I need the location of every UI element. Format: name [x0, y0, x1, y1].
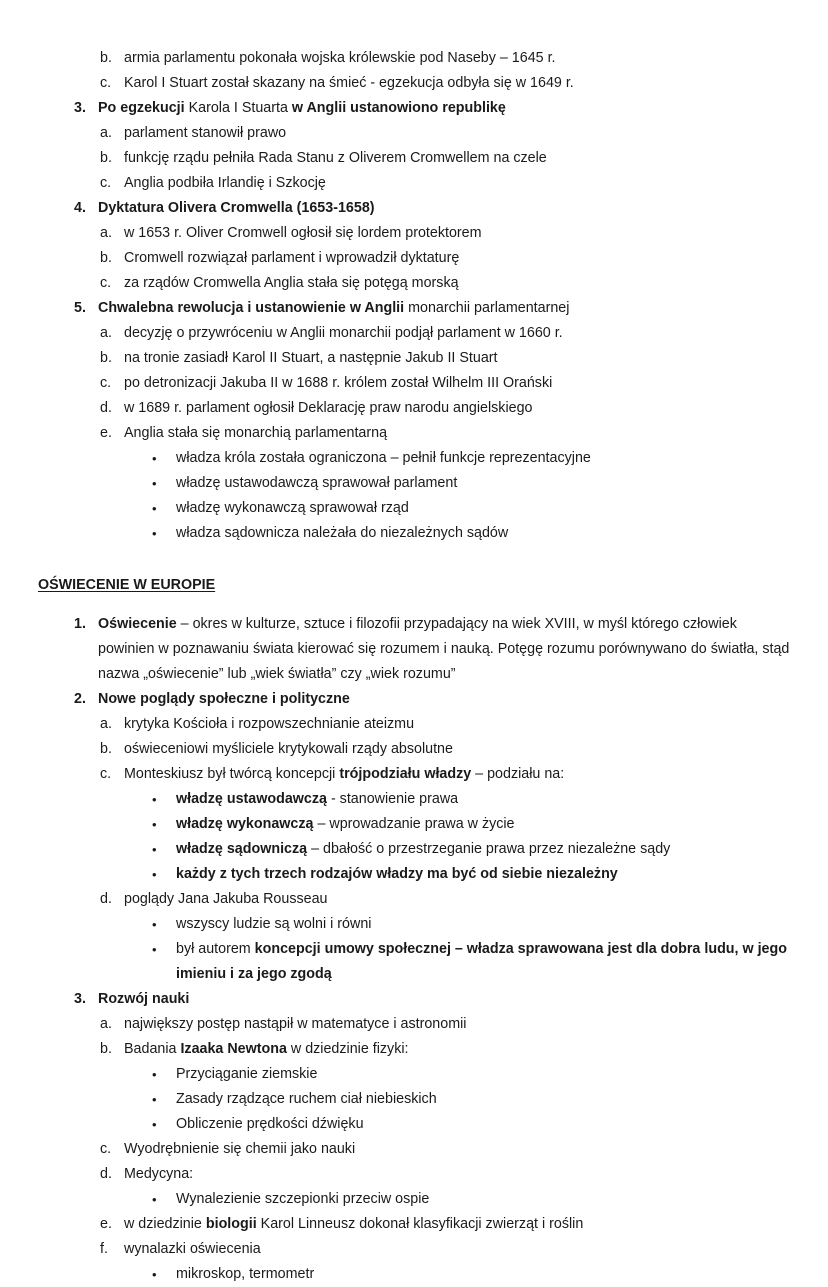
list-marker: b. — [100, 250, 112, 266]
list-item — [152, 787, 790, 812]
list-item — [152, 937, 790, 987]
list-item-text: władzę wykonawczą sprawował rząd — [176, 500, 409, 516]
list-marker: 3. — [74, 991, 86, 1007]
bullet-icon: • — [152, 867, 157, 882]
list-item — [100, 737, 790, 762]
list-item — [100, 346, 790, 371]
list-item-text: Karol I Stuart został skazany na śmieć - egzekucja odbyła się w 1649 r. — [124, 75, 574, 91]
section-heading-text: OŚWIECENIE W EUROPIE — [38, 577, 216, 593]
list-item — [100, 146, 790, 171]
list-marker: 3. — [74, 100, 86, 116]
list-item — [152, 837, 790, 862]
list-marker: d. — [100, 891, 112, 907]
list-item — [100, 1162, 790, 1187]
document-body — [38, 46, 790, 1287]
list-item — [100, 762, 790, 787]
list-item — [100, 1012, 790, 1037]
list-item-text: największy postęp nastąpił w matematyce i astronomii — [124, 1016, 467, 1032]
list-item — [100, 271, 790, 296]
list-item — [152, 521, 790, 546]
bullet-icon: • — [152, 476, 157, 491]
list-item — [74, 96, 790, 121]
list-item-text: Rozwój nauki — [98, 991, 190, 1007]
list-item-text: Przyciąganie ziemskie — [176, 1066, 318, 1082]
list-item — [74, 196, 790, 221]
list-item-text: Wyodrębnienie się chemii jako nauki — [124, 1141, 356, 1157]
list-marker: c. — [100, 1141, 112, 1157]
list-item-text: armia parlamentu pokonała wojska królewskie pod Naseby – 1645 r. — [124, 50, 556, 66]
list-item-text: poglądy Jana Jakuba Rousseau — [124, 891, 328, 907]
bullet-icon: • — [152, 1067, 157, 1082]
list-item — [100, 1137, 790, 1162]
list-item — [100, 71, 790, 96]
list-marker: f. — [100, 1241, 108, 1257]
section-spacer — [38, 546, 790, 573]
list-item-text: Anglia stała się monarchią parlamentarną — [124, 425, 388, 441]
list-marker: b. — [100, 1041, 112, 1057]
list-marker: 5. — [74, 300, 86, 316]
list-item-text: Cromwell rozwiązał parlament i wprowadził dyktaturę — [124, 250, 460, 266]
list-item — [74, 687, 790, 712]
list-item-text: Zasady rządzące ruchem ciał niebieskich — [176, 1091, 437, 1107]
list-item-text: władzę sądowniczą – dbałość o przestrzeganie prawa przez niezależne sądy — [176, 841, 671, 857]
list-item-text: parlament stanowił prawo — [124, 125, 287, 141]
list-marker: b. — [100, 350, 112, 366]
outline-list-enlightenment — [38, 612, 790, 1287]
list-item-text: mikroskop, termometr — [176, 1266, 315, 1282]
list-marker: b. — [100, 50, 112, 66]
list-item — [100, 1212, 790, 1237]
list-item — [152, 1112, 790, 1137]
list-item-text: oświeceniowi myśliciele krytykowali rządy absolutne — [124, 741, 453, 757]
section-heading-oswiecenie — [38, 573, 790, 598]
list-marker: e. — [100, 1216, 112, 1232]
list-item — [152, 446, 790, 471]
list-item-text: Monteskiusz był twórcą koncepcji trójpodziału władzy – podziału na: — [124, 766, 565, 782]
heading-spacer — [38, 598, 790, 612]
list-item — [152, 496, 790, 521]
bullet-icon: • — [152, 842, 157, 857]
list-item-text: krytyka Kościoła i rozpowszechnianie ateizmu — [124, 716, 415, 732]
list-item-text: Dyktatura Olivera Cromwella (1653-1658) — [98, 200, 375, 216]
list-item — [100, 887, 790, 912]
list-item-text: funkcję rządu pełniła Rada Stanu z Oliverem Cromwellem na czele — [124, 150, 547, 166]
list-marker: b. — [100, 150, 112, 166]
list-marker: a. — [100, 125, 112, 141]
list-marker: c. — [100, 75, 112, 91]
list-item — [74, 612, 790, 687]
list-item-text: Anglia podbiła Irlandię i Szkocję — [124, 175, 326, 191]
bullet-icon: • — [152, 526, 157, 541]
bullet-icon: • — [152, 1267, 157, 1282]
bullet-icon: • — [152, 942, 157, 957]
bullet-icon: • — [152, 917, 157, 932]
list-item-text: był autorem koncepcji umowy społecznej – władza sprawowana jest dla dobra ludu, w jego imieniu i za jego zgodą — [176, 941, 787, 982]
list-item-text: władzę ustawodawczą sprawował parlament — [176, 475, 458, 491]
list-item — [152, 471, 790, 496]
list-item — [152, 812, 790, 837]
list-item — [100, 1237, 790, 1262]
list-item — [100, 712, 790, 737]
bullet-icon: • — [152, 1192, 157, 1207]
list-item — [100, 321, 790, 346]
list-marker: 2. — [74, 691, 86, 707]
list-item — [100, 171, 790, 196]
list-marker: a. — [100, 1016, 112, 1032]
list-item — [74, 296, 790, 321]
list-item — [74, 987, 790, 1012]
list-marker: a. — [100, 225, 112, 241]
list-item — [152, 862, 790, 887]
bullet-icon: • — [152, 501, 157, 516]
list-marker: b. — [100, 741, 112, 757]
list-item-text: po detronizacji Jakuba II w 1688 r. królem został Wilhelm III Orański — [124, 375, 553, 391]
list-item — [100, 46, 790, 71]
list-item-text: w dziedzinie biologii Karol Linneusz dokonał klasyfikacji zwierząt i roślin — [124, 1216, 584, 1232]
list-item-text: Nowe poglądy społeczne i polityczne — [98, 691, 350, 707]
list-item — [100, 246, 790, 271]
list-item-text: Medycyna: — [124, 1166, 194, 1182]
list-item-text: na tronie zasiadł Karol II Stuart, a następnie Jakub II Stuart — [124, 350, 498, 366]
list-marker: a. — [100, 325, 112, 341]
list-marker: c. — [100, 375, 112, 391]
list-item-text: Po egzekucji Karola I Stuarta w Anglii ustanowiono republikę — [98, 100, 506, 116]
list-item-text: Oświecenie – okres w kulturze, sztuce i filozofii przypadający na wiek XVIII, w myśl którego człowiek powinien w poznawaniu świata kierować się rozumem i nauką. Potęgę rozumu porównywano do światła, stąd nazwa „oświecenie” lub „wiek światła” czy „wiek rozumu” — [98, 616, 790, 682]
list-marker: c. — [100, 766, 112, 782]
list-item-text: decyzję o przywróceniu w Anglii monarchii podjął parlament w 1660 r. — [124, 325, 563, 341]
list-marker: e. — [100, 425, 112, 441]
list-item-text: Chwalebna rewolucja i ustanowienie w Anglii monarchii parlamentarnej — [98, 300, 570, 316]
list-item-text: w 1653 r. Oliver Cromwell ogłosił się lordem protektorem — [124, 225, 482, 241]
bullet-icon: • — [152, 1092, 157, 1107]
list-item — [152, 912, 790, 937]
list-item — [100, 371, 790, 396]
list-item-text: władzę ustawodawczą - stanowienie prawa — [176, 791, 459, 807]
list-item-text: Obliczenie prędkości dźwięku — [176, 1116, 364, 1132]
list-marker: 1. — [74, 616, 86, 632]
list-marker: 4. — [74, 200, 86, 216]
list-item-text: władza króla została ograniczona – pełnił funkcje reprezentacyjne — [176, 450, 591, 466]
list-marker: a. — [100, 716, 112, 732]
list-marker: c. — [100, 175, 112, 191]
list-item — [100, 396, 790, 421]
list-item-text: wszyscy ludzie są wolni i równi — [176, 916, 372, 932]
list-item-text: władza sądownicza należała do niezależnych sądów — [176, 525, 509, 541]
list-item-text: Badania Izaaka Newtona w dziedzinie fizyki: — [124, 1041, 409, 1057]
list-item — [152, 1187, 790, 1212]
list-item — [100, 121, 790, 146]
list-marker: d. — [100, 1166, 112, 1182]
list-item-text: wynalazki oświecenia — [124, 1241, 261, 1257]
list-item — [152, 1062, 790, 1087]
list-item — [100, 1037, 790, 1062]
list-item — [100, 421, 790, 446]
bullet-icon: • — [152, 817, 157, 832]
list-item-text: władzę wykonawczą – wprowadzanie prawa w życie — [176, 816, 515, 832]
list-item — [152, 1087, 790, 1112]
list-marker: c. — [100, 275, 112, 291]
list-item-text: za rządów Cromwella Anglia stała się potęgą morską — [124, 275, 459, 291]
list-item — [152, 1262, 790, 1287]
list-item — [100, 221, 790, 246]
outline-list-england — [38, 46, 790, 546]
bullet-icon: • — [152, 792, 157, 807]
bullet-icon: • — [152, 1117, 157, 1132]
bullet-icon: • — [152, 451, 157, 466]
list-marker: d. — [100, 400, 112, 416]
list-item-text: w 1689 r. parlament ogłosił Deklarację praw narodu angielskiego — [124, 400, 533, 416]
list-item-text: Wynalezienie szczepionki przeciw ospie — [176, 1191, 430, 1207]
list-item-text: każdy z tych trzech rodzajów władzy ma być od siebie niezależny — [176, 866, 618, 882]
